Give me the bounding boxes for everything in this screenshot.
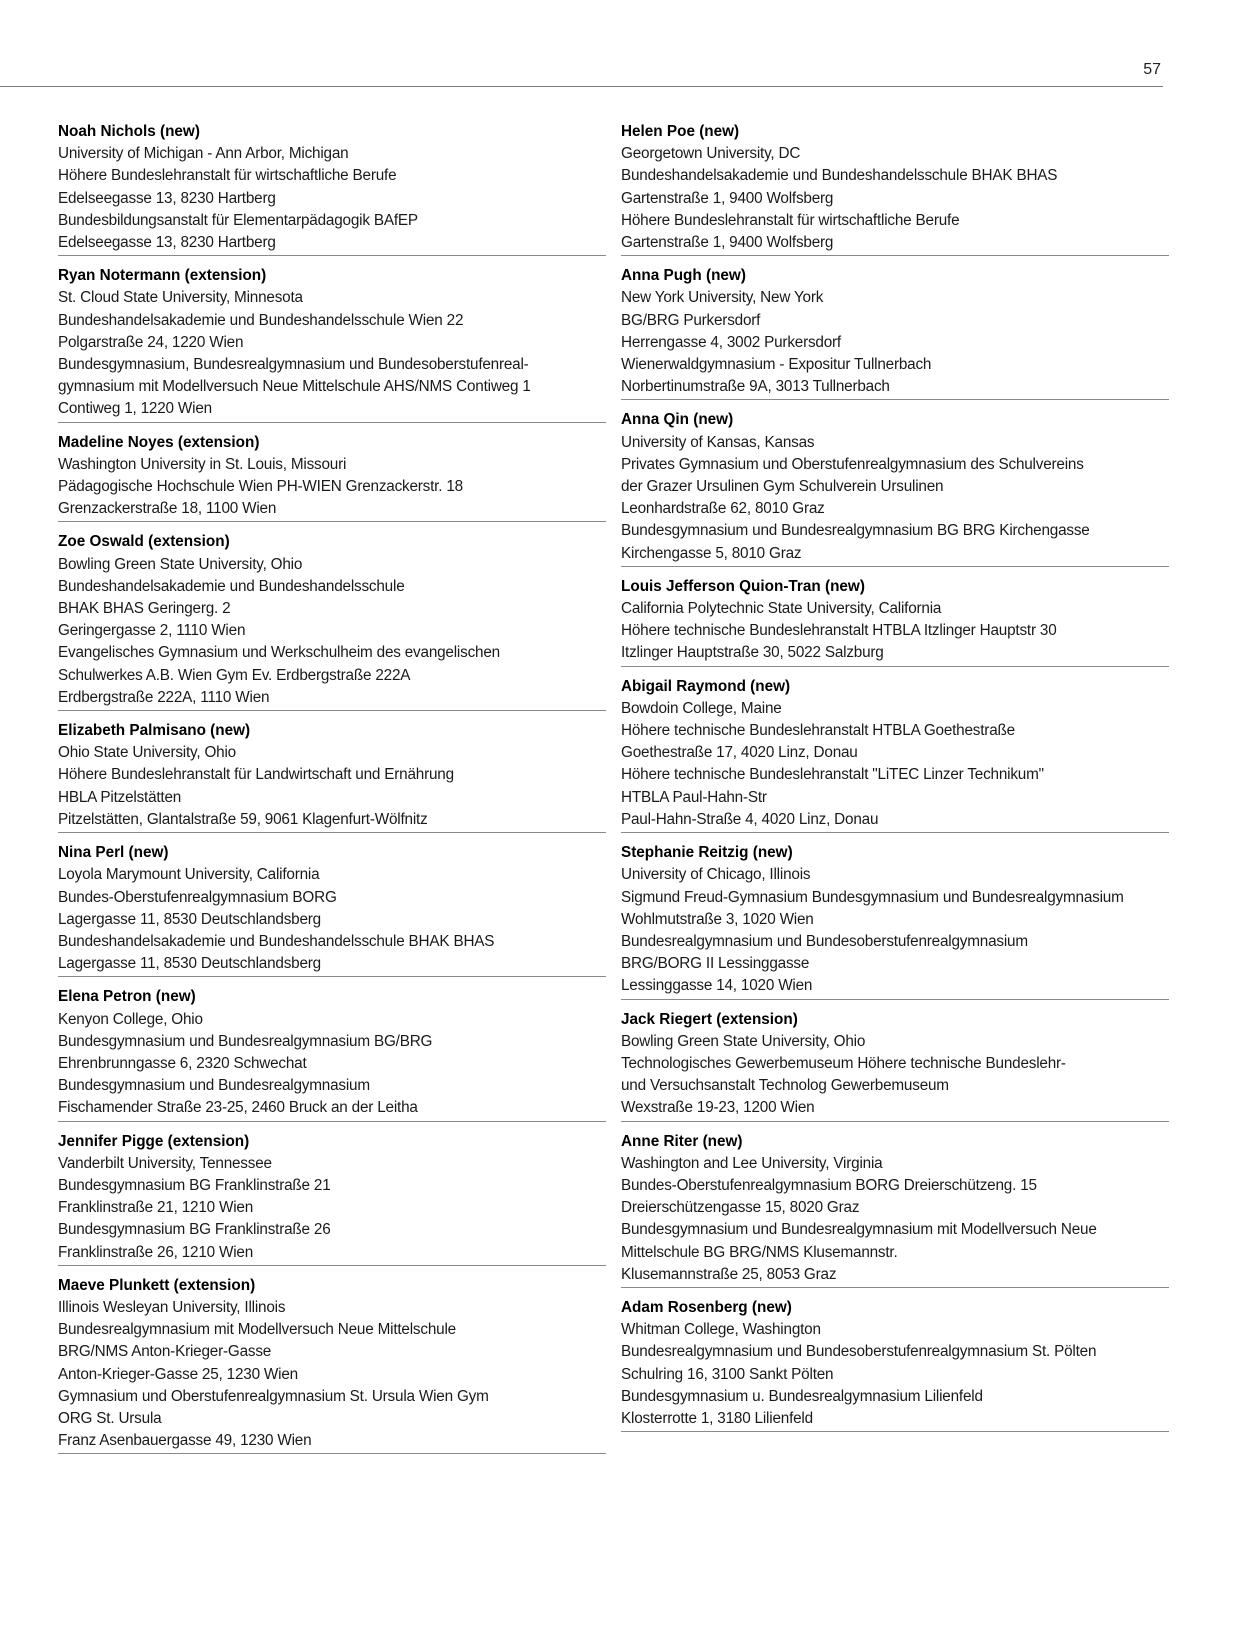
school-detail-line: Bundesbildungsanstalt für Elementarpädagogik BAfEP [58,211,418,229]
school-detail-line: ORG St. Ursula [58,1409,162,1427]
school-detail-line: Klusemannstraße 25, 8053 Graz [621,1265,837,1283]
person-name: Elena Petron (new) [58,988,196,1006]
school-detail-line: BG/BRG Purkersdorf [621,311,761,329]
school-detail-line: Leonhardstraße 62, 8010 Graz [621,500,825,518]
person-name: Helen Poe (new) [621,123,740,140]
person-entry [621,1009,1169,1122]
school-detail-line: Goethestraße 17, 4020 Linz, Donau [621,744,858,762]
university-line: Bowling Green State University, Ohio [621,1032,866,1050]
person-name: Jack Riegert (extension) [621,1010,798,1028]
school-detail-line: Pitzelstätten, Glantalstraße 59, 9061 Klagenfurt-Wölfnitz [58,810,428,828]
school-detail-line: Contiweg 1, 1220 Wien [58,400,212,418]
person-name: Adam Rosenberg (new) [621,1298,792,1316]
university-line: Washington University in St. Louis, Missouri [58,455,347,473]
person-entry [58,986,606,1121]
person-entry [58,720,606,833]
school-detail-line: BHAK BHAS Geringerg. 2 [58,600,231,618]
top-rule [0,86,1163,87]
person-entry [58,265,606,422]
school-detail-line: Bundesrealgymnasium und Bundesoberstufenrealgymnasium St. Pölten [621,1343,1097,1361]
university-line: St. Cloud State University, Minnesota [58,289,303,307]
person-entry [621,409,1169,566]
school-detail-line: Pädagogische Hochschule Wien PH-WIEN Grenzackerstr. 18 [58,478,463,496]
school-detail-line: Bundes-Oberstufenrealgymnasium BORG Dreierschützeng. 15 [621,1176,1037,1194]
university-line: Whitman College, Washington [621,1321,821,1339]
university-line: Bowdoin College, Maine [621,699,782,717]
school-detail-line: Schulring 16, 3100 Sankt Pölten [621,1365,834,1383]
university-line: University of Kansas, Kansas [621,433,815,451]
school-detail-line: Edelseegasse 13, 8230 Hartberg [58,234,276,252]
person-name: Zoe Oswald (extension) [58,533,230,551]
person-entry [58,121,606,256]
person-name: Anne Riter (new) [621,1132,743,1150]
university-line: Washington and Lee University, Virginia [621,1154,883,1172]
school-detail-line: Bundes-Oberstufenrealgymnasium BORG [58,888,337,906]
person-entry [621,1131,1169,1288]
school-detail-line: Herrengasse 4, 3002 Purkersdorf [621,333,841,351]
school-detail-line: Bundesgymnasium und Bundesrealgymnasium BG BRG Kirchengasse [621,522,1090,540]
school-detail-line: Erdbergstraße 222A, 1110 Wien [58,688,270,706]
school-detail-line: Polgarstraße 24, 1220 Wien [58,333,244,351]
university-line: University of Michigan - Ann Arbor, Michigan [58,145,349,163]
person-entry [621,121,1169,256]
person-entry [621,842,1169,999]
page-number: 57 [1143,61,1161,78]
school-detail-line: Itzlinger Hauptstraße 30, 5022 Salzburg [621,644,884,662]
university-line: Vanderbilt University, Tennessee [58,1154,272,1172]
person-name: Jennifer Pigge (extension) [58,1132,250,1150]
school-detail-line: Privates Gymnasium und Oberstufenrealgymnasium des Schulvereins [621,455,1084,473]
person-entry [621,576,1169,667]
school-detail-line: Wohlmutstraße 3, 1020 Wien [621,910,814,928]
school-detail-line: Bundeshandelsakademie und Bundeshandelsschule [58,577,405,595]
school-detail-line: Klosterrotte 1, 3180 Lilienfeld [621,1409,813,1427]
school-detail-line: Paul-Hahn-Straße 4, 4020 Linz, Donau [621,810,879,828]
school-detail-line: gymnasium mit Modellversuch Neue Mittelschule AHS/NMS Contiweg 1 [58,378,531,396]
school-detail-line: Kirchengasse 5, 8010 Graz [621,544,802,562]
person-name: Stephanie Reitzig (new) [621,844,793,862]
university-line: Illinois Wesleyan University, Illinois [58,1298,286,1316]
school-detail-line: Bundesgymnasium u. Bundesrealgymnasium Lilienfeld [621,1387,983,1405]
person-entry [58,1275,606,1455]
school-detail-line: Bundesgymnasium BG Franklinstraße 26 [58,1221,331,1239]
school-detail-line: Bundesgymnasium und Bundesrealgymnasium BG/BRG [58,1032,433,1050]
person-entry [621,676,1169,833]
school-detail-line: Gartenstraße 1, 9400 Wolfsberg [621,189,834,207]
school-detail-line: BRG/NMS Anton-Krieger-Gasse [58,1343,272,1361]
school-detail-line: Edelseegasse 13, 8230 Hartberg [58,189,276,207]
school-detail-line: Franz Asenbauergasse 49, 1230 Wien [58,1432,312,1450]
university-line: University of Chicago, Illinois [621,866,811,884]
person-name: Ryan Notermann (extension) [58,267,267,285]
right-column [621,121,1169,1441]
school-detail-line: Bundesgymnasium BG Franklinstraße 21 [58,1176,331,1194]
school-detail-line: Schulwerkes A.B. Wien Gym Ev. Erdbergstraße 222A [58,666,411,684]
school-detail-line: Bundesrealgymnasium mit Modellversuch Neue Mittelschule [58,1321,456,1339]
school-detail-line: Höhere technische Bundeslehranstalt "LiTEC Linzer Technikum" [621,766,1044,784]
person-entry [58,531,606,711]
person-name: Elizabeth Palmisano (new) [58,722,251,740]
school-detail-line: HBLA Pitzelstätten [58,788,182,806]
school-detail-line: BRG/BORG II Lessinggasse [621,955,810,973]
person-name: Anna Pugh (new) [621,267,746,285]
school-detail-line: Ehrenbrunngasse 6, 2320 Schwechat [58,1054,307,1072]
school-detail-line: Bundesrealgymnasium und Bundesoberstufenrealgymnasium [621,932,1028,950]
school-detail-line: Technologisches Gewerbemuseum Höhere technische Bundeslehr- [621,1054,1066,1072]
school-detail-line: Wexstraße 19-23, 1200 Wien [621,1099,815,1117]
university-line: Bowling Green State University, Ohio [58,555,303,573]
school-detail-line: Bundesgymnasium, Bundesrealgymnasium und Bundesoberstufenreal- [58,356,529,374]
person-name: Louis Jefferson Quion-Tran (new) [621,577,865,595]
school-detail-line: Höhere Bundeslehranstalt für wirtschaftliche Berufe [621,211,960,229]
person-entry [58,1131,606,1266]
school-detail-line: Anton-Krieger-Gasse 25, 1230 Wien [58,1365,298,1383]
person-entry [621,265,1169,400]
school-detail-line: Höhere Bundeslehranstalt für Landwirtschaft und Ernährung [58,766,454,784]
university-line: Ohio State University, Ohio [58,744,236,762]
person-name: Noah Nichols (new) [58,123,200,140]
person-entry [58,842,606,977]
school-detail-line: Bundeshandelsakademie und Bundeshandelsschule BHAK BHAS [621,167,1058,185]
school-detail-line: Gartenstraße 1, 9400 Wolfsberg [621,234,834,252]
person-entry [58,432,606,523]
school-detail-line: der Grazer Ursulinen Gym Schulverein Ursulinen [621,478,944,496]
person-name: Anna Qin (new) [621,411,734,429]
left-column [58,121,606,1463]
person-name: Maeve Plunkett (extension) [58,1276,256,1294]
school-detail-line: Franklinstraße 21, 1210 Wien [58,1199,254,1217]
university-line: California Polytechnic State University, California [621,600,942,618]
school-detail-line: Lagergasse 11, 8530 Deutschlandsberg [58,955,321,973]
school-detail-line: Franklinstraße 26, 1210 Wien [58,1243,254,1261]
school-detail-line: Höhere technische Bundeslehranstalt HTBLA Itzlinger Hauptstr 30 [621,622,1057,640]
university-line: Loyola Marymount University, California [58,866,320,884]
school-detail-line: Bundesgymnasium und Bundesrealgymnasium [58,1077,370,1095]
school-detail-line: Sigmund Freud-Gymnasium Bundesgymnasium und Bundesrealgymnasium [621,888,1124,906]
school-detail-line: Lagergasse 11, 8530 Deutschlandsberg [58,910,321,928]
school-detail-line: Höhere technische Bundeslehranstalt HTBLA Goethestraße [621,722,1015,740]
school-detail-line: Fischamender Straße 23-25, 2460 Bruck an der Leitha [58,1099,418,1117]
school-detail-line: Bundesgymnasium und Bundesrealgymnasium mit Modellversuch Neue [621,1221,1097,1239]
school-detail-line: HTBLA Paul-Hahn-Str [621,788,767,806]
person-name: Nina Perl (new) [58,844,169,862]
school-detail-line: Mittelschule BG BRG/NMS Klusemannstr. [621,1243,898,1261]
school-detail-line: Gymnasium und Oberstufenrealgymnasium St. Ursula Wien Gym [58,1387,489,1405]
school-detail-line: Höhere Bundeslehranstalt für wirtschaftliche Berufe [58,167,397,185]
person-name: Madeline Noyes (extension) [58,433,260,451]
school-detail-line: Wienerwaldgymnasium - Expositur Tullnerbach [621,356,932,374]
person-name: Abigail Raymond (new) [621,677,791,695]
university-line: New York University, New York [621,289,824,307]
school-detail-line: Bundeshandelsakademie und Bundeshandelsschule Wien 22 [58,311,464,329]
university-line: Kenyon College, Ohio [58,1010,203,1028]
university-line: Georgetown University, DC [621,145,801,163]
school-detail-line: Norbertinumstraße 9A, 3013 Tullnerbach [621,378,890,396]
school-detail-line: Evangelisches Gymnasium und Werkschulheim des evangelischen [58,644,500,662]
school-detail-line: Bundeshandelsakademie und Bundeshandelsschule BHAK BHAS [58,932,495,950]
school-detail-line: Geringergasse 2, 1110 Wien [58,622,246,640]
school-detail-line: und Versuchsanstalt Technolog Gewerbemuseum [621,1077,949,1095]
school-detail-line: Grenzackerstraße 18, 1100 Wien [58,500,277,518]
school-detail-line: Dreierschützengasse 15, 8020 Graz [621,1199,860,1217]
school-detail-line: Lessinggasse 14, 1020 Wien [621,977,813,995]
person-entry [621,1297,1169,1432]
